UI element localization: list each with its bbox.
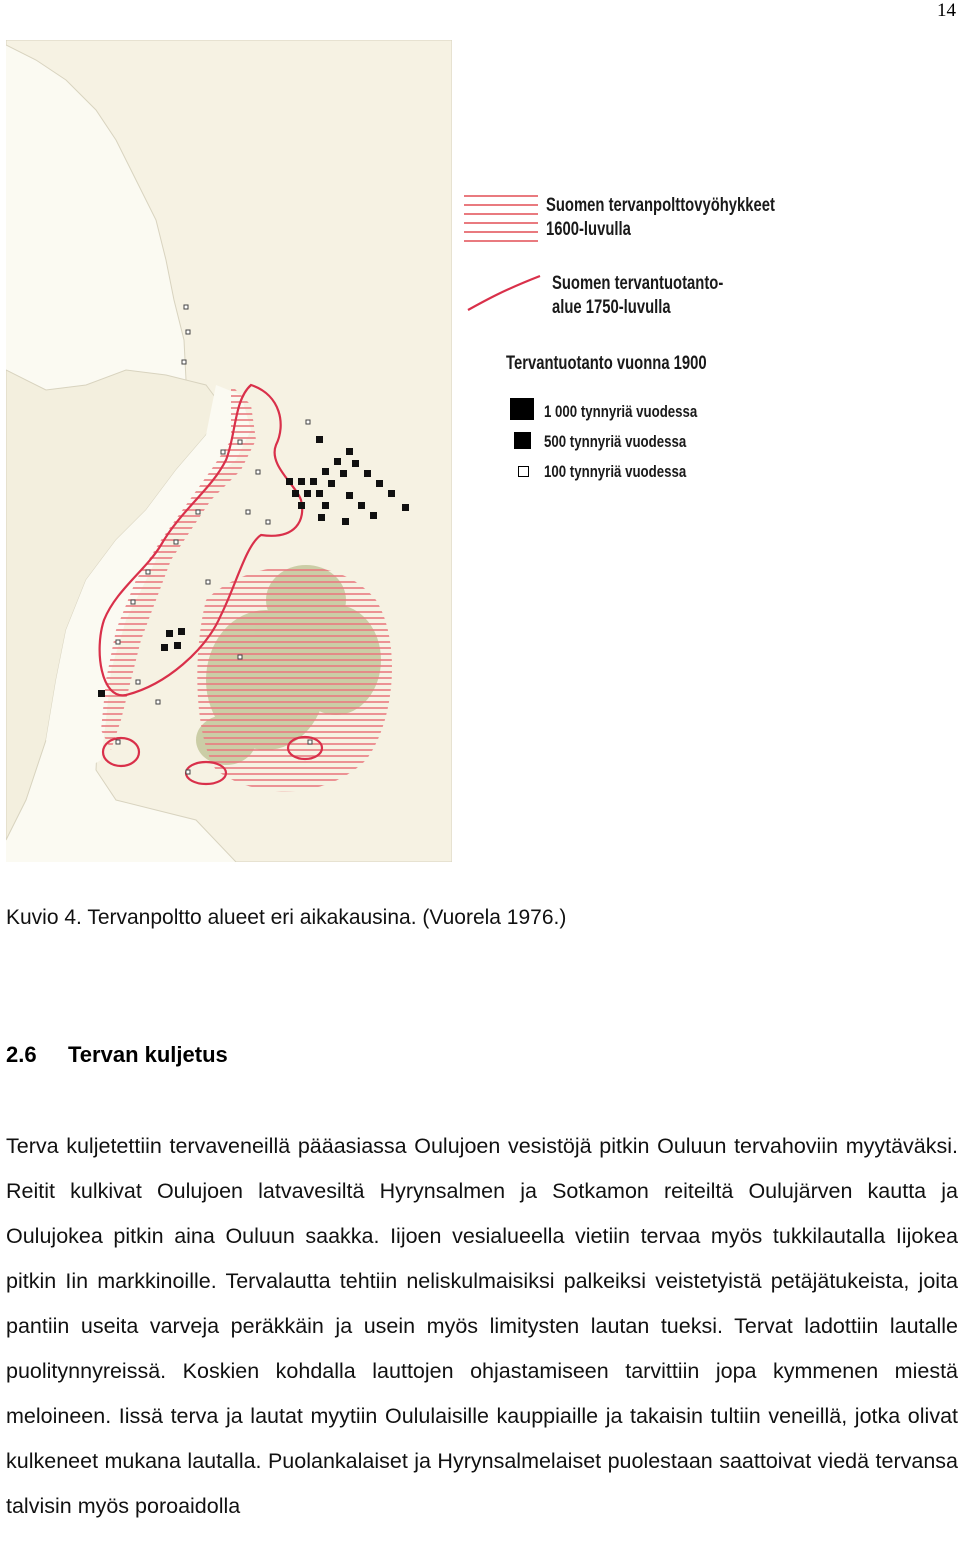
legend-area-1750: Suomen tervantuotanto- alue 1750-luvulla [552,273,724,318]
body-paragraph [6,1124,958,1529]
legend-small-square-icon [518,466,529,477]
section-heading [6,1042,228,1068]
legend-medium-square-icon [514,432,531,449]
legend-large-square-icon [510,398,534,420]
body-text: Terva kuljetettiin tervaveneillä pääasiassa Oulujoen vesistöjä pitkin Ouluun tervahoviin myytäväksi. Reitit kulkivat Oulujoen latvavesiltä Hyrynsalmen ja Sotkamon reiteiltä Oulujärven kautta ja Oulujokea pitkin aina Ouluun saakka. Iijoen vesialueella vietiin tervaa myös tukkilautalla Iijokea pitkin Iin markkinoille. Tervalautta tehtiin neliskulmaisiksi palkeiksi veistetyistä petäjätukeista, joita pantiin useita varveja peräkkäin ja usein myös limitysten lautan tueksi. Tervat ladottiin lautalle puolitynnyreissä. Koskien kohdalla lauttojen ohjastamiseen tarvittiin jopa kymmenen miestä meloineen. Iissä terva ja lautat myytiin Oululaisille kauppiaille ja takaisin tultiin veneillä, jotka olivat kulkeneet mukana lautalla. Puolankalaiset ja Hyrynsalmelaiset puolestaan saattoivat viedä tervansa talvisin myös poroaidolla [6,1134,958,1518]
page-number: 14 [937,0,956,21]
figure-caption: Kuvio 4. Tervanpoltto alueet eri aikakausina. (Vuorela 1976.) [6,906,567,929]
legend-outline-swatch [464,270,544,320]
section-title: Tervan kuljetus [68,1042,228,1067]
legend-zone-1600: Suomen tervanpolttovyöhykkeet 1600-luvulla [546,195,775,240]
legend-marker-small: 100 tynnyriä vuodessa [544,462,687,481]
legend-marker-large: 1 000 tynnyriä vuodessa [544,402,698,421]
section-number: 2.6 [6,1042,37,1067]
legend-marker-medium: 500 tynnyriä vuodessa [544,432,687,451]
legend-production-1900: Tervantuotanto vuonna 1900 [506,353,707,374]
legend-stripe-swatch [464,190,544,250]
tar-production-map [6,40,775,862]
